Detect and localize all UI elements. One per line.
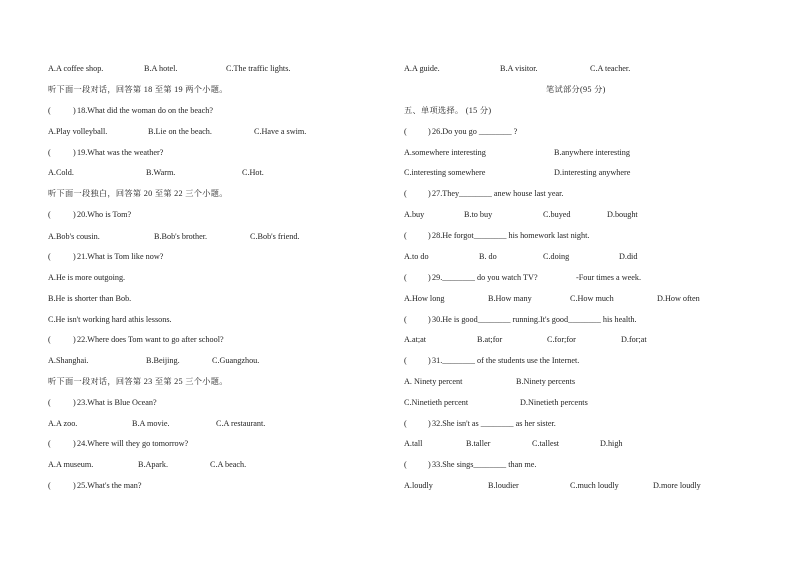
q29-option-a: A.How long — [404, 294, 445, 303]
q33-option-b: B.loudier — [488, 481, 519, 490]
q32-option-b: B.taller — [466, 439, 491, 448]
q29-option-b: B.How many — [488, 294, 532, 303]
q27-option-d: D.bought — [607, 210, 638, 219]
section-5-heading: 五、单项选择。 (15 分) — [404, 106, 492, 115]
q18-option-b: B.Lie on the beach. — [148, 127, 212, 136]
q26-paren-close: ) — [428, 127, 431, 136]
q30-paren-open: ( — [404, 315, 407, 324]
q29-reply: -Four times a week. — [576, 273, 642, 282]
q28-question: 28.He forgot________ his homework last night. — [432, 231, 590, 240]
q31-paren-close: ) — [428, 356, 431, 365]
q26-option-a: A.somewhere interesting — [404, 148, 486, 157]
q27-option-a: A.buy — [404, 210, 425, 219]
q30-option-b: B.at;for — [477, 335, 503, 344]
q27-paren-open: ( — [404, 189, 407, 198]
instruction-20-22: 听下面一段独白，回答第 20 至第 22 三个小题。 — [48, 189, 228, 198]
q17-option-b: B.A hotel. — [144, 64, 178, 73]
q32-option-d: D.high — [600, 439, 623, 448]
q29-option-c: C.How much — [570, 294, 614, 303]
q20-question: 20.Who is Tom? — [77, 210, 132, 219]
q32-option-a: A.tall — [404, 439, 423, 448]
q26-option-b: B.anywhere interesting — [554, 148, 630, 157]
q31-option-d: D.Ninetieth percents — [520, 398, 588, 407]
q23-option-a: A.A zoo. — [48, 419, 78, 428]
q26-question: 26.Do you go ________ ? — [432, 127, 518, 136]
q28-option-d: D.did — [619, 252, 638, 261]
q23-question: 23.What is Blue Ocean? — [77, 398, 157, 407]
q20-option-a: A.Bob's cousin. — [48, 232, 100, 241]
q31-question: 31.________ of the students use the Internet. — [432, 356, 580, 365]
q24-option-b: B.Apark. — [138, 460, 169, 469]
q30-paren-close: ) — [428, 315, 431, 324]
q21-option-a: A.He is more outgoing. — [48, 273, 126, 282]
q20-paren-close: ) — [73, 210, 76, 219]
q20-paren-open: ( — [48, 210, 51, 219]
q22-option-c: C.Guangzhou. — [212, 356, 260, 365]
q19-paren-open: ( — [48, 148, 51, 157]
q21-question: 21.What is Tom like now? — [77, 252, 164, 261]
q19-option-c: C.Hot. — [242, 168, 264, 177]
q24-question: 24.Where will they go tomorrow? — [77, 439, 189, 448]
q33-paren-close: ) — [428, 460, 431, 469]
q32-option-c: C.tallest — [532, 439, 560, 448]
q28-option-a: A.to do — [404, 252, 429, 261]
q22-paren-open: ( — [48, 335, 51, 344]
q20-option-c: C.Bob's friend. — [250, 232, 300, 241]
q29-paren-open: ( — [404, 273, 407, 282]
q21-paren-close: ) — [73, 252, 76, 261]
q31-paren-open: ( — [404, 356, 407, 365]
q20-option-b: B.Bob's brother. — [154, 232, 208, 241]
q28-option-b: B. do — [479, 252, 497, 261]
q26-option-c: C.interesting somewhere — [404, 168, 486, 177]
q21-option-c: C.He isn't working hard athis lessons. — [48, 315, 172, 324]
q31-option-b: B.Ninety percents — [516, 377, 576, 386]
q19-paren-close: ) — [73, 148, 76, 157]
q19-question: 19.What was the weather? — [77, 148, 164, 157]
q32-paren-close: ) — [428, 419, 431, 428]
q27-paren-close: ) — [428, 189, 431, 198]
q21-option-b: B.He is shorter than Bob. — [48, 294, 132, 303]
q26-paren-open: ( — [404, 127, 407, 136]
q31-option-a: A. Ninety percent — [404, 377, 463, 386]
q17-option-c: C.The traffic lights. — [226, 64, 291, 73]
q23-option-c: C.A restaurant. — [216, 419, 266, 428]
q19-option-b: B.Warm. — [146, 168, 176, 177]
q28-paren-open: ( — [404, 231, 407, 240]
q22-option-b: B.Beijing. — [146, 356, 180, 365]
q24-paren-open: ( — [48, 439, 51, 448]
q21-paren-open: ( — [48, 252, 51, 261]
q29-paren-close: ) — [428, 273, 431, 282]
q33-paren-open: ( — [404, 460, 407, 469]
q28-paren-close: ) — [428, 231, 431, 240]
q31-option-c: C.Ninetieth percent — [404, 398, 469, 407]
q18-question: 18.What did the woman do on the beach? — [77, 106, 213, 115]
q24-option-c: C.A beach. — [210, 460, 247, 469]
q18-option-c: C.Have a swim. — [254, 127, 307, 136]
q26-option-d: D.interesting anywhere — [554, 168, 631, 177]
q33-option-d: D.more loudly — [653, 481, 701, 490]
q22-paren-close: ) — [73, 335, 76, 344]
q32-question: 32.She isn't as ________ as her sister. — [432, 419, 556, 428]
q27-option-c: C.buyed — [543, 210, 571, 219]
q30-option-c: C.for;for — [547, 335, 576, 344]
q33-option-c: C.much loudly — [570, 481, 619, 490]
q23-paren-open: ( — [48, 398, 51, 407]
instruction-18-19: 听下面一段对话，回答第 18 至第 19 两个小题。 — [48, 85, 228, 94]
q28-option-c: C.doing — [543, 252, 570, 261]
q30-question: 30.He is good________ running.It's good________ his health. — [432, 315, 637, 324]
q25-option-b: B.A visitor. — [500, 64, 538, 73]
q33-question: 33.She sings________ than me. — [432, 460, 537, 469]
q24-option-a: A.A museum. — [48, 460, 94, 469]
q27-question: 27.They________ anew house last year. — [432, 189, 564, 198]
q23-option-b: B.A movie. — [132, 419, 170, 428]
instruction-23-25: 听下面一段对话，回答第 23 至第 25 三个小题。 — [48, 377, 228, 386]
q22-question: 22.Where does Tom want to go after school? — [77, 335, 224, 344]
q25-option-c: C.A teacher. — [590, 64, 631, 73]
q24-paren-close: ) — [73, 439, 76, 448]
q30-option-d: D.for;at — [621, 335, 647, 344]
q18-option-a: A.Play volleyball. — [48, 127, 108, 136]
q32-paren-open: ( — [404, 419, 407, 428]
written-part-title: 笔试部分(95 分) — [546, 85, 606, 94]
q25-paren-close: ) — [73, 481, 76, 490]
q29-option-d: D.How often — [657, 294, 700, 303]
q27-option-b: B.to buy — [464, 210, 493, 219]
q29-question: 29.________ do you watch TV? — [432, 273, 538, 282]
q25-option-a: A.A guide. — [404, 64, 440, 73]
q25-question: 25.What's the man? — [77, 481, 142, 490]
q25-paren-open: ( — [48, 481, 51, 490]
q17-option-a: A.A coffee shop. — [48, 64, 104, 73]
q18-paren-open: ( — [48, 106, 51, 115]
q22-option-a: A.Shanghai. — [48, 356, 89, 365]
q18-paren-close: ) — [73, 106, 76, 115]
q30-option-a: A.at;at — [404, 335, 427, 344]
q19-option-a: A.Cold. — [48, 168, 74, 177]
q33-option-a: A.loudly — [404, 481, 433, 490]
q23-paren-close: ) — [73, 398, 76, 407]
